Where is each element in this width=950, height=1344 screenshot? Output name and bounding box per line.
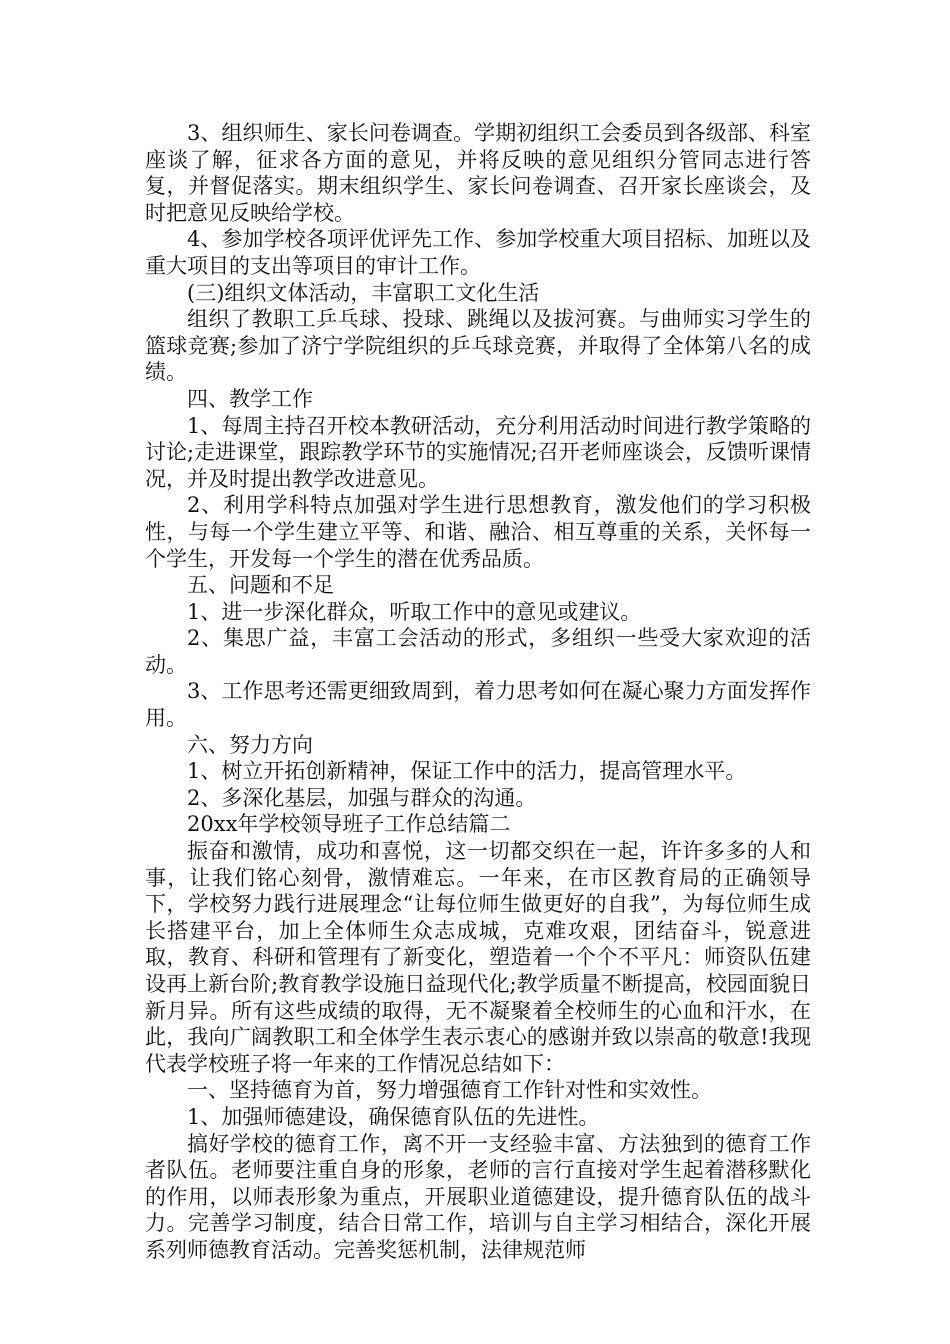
paragraph: 组织了教职工乒乓球、投球、跳绳以及拔河赛。与曲师实习学生的篮球竞赛;参加了济宁学院组织的乒乓球竞赛，并取得了全体第八名的成绩。 xyxy=(145,307,811,385)
paragraph: 1、树立开拓创新精神，保证工作中的活力，提高管理水平。 xyxy=(187,759,747,784)
paragraph: 2、集思广益，丰富工会活动的形式，多组织一些受大家欢迎的活动。 xyxy=(145,626,811,677)
document-subtitle: 20xx年学校领导班子工作总结篇二 xyxy=(187,812,511,837)
paragraph: 3、组织师生、家长问卷调查。学期初组织工会委员到各级部、科室座谈了解，征求各方面的意见，并将反映的意见组织分管同志进行答复，并督促落实。期末组织学生、家长问卷调查、召开家长座谈会，及时把意见反映给学校。 xyxy=(145,121,811,225)
section-heading: 一、坚持德育为首，努力增强德育工作针对性和实效性。 xyxy=(187,1078,712,1103)
paragraph: 2、多深化基层，加强与群众的沟通。 xyxy=(187,785,537,810)
section-heading: 五、问题和不足 xyxy=(187,573,334,598)
section-heading: (三)组织文体活动，丰富职工文化生活 xyxy=(187,280,540,305)
section-heading: 六、努力方向 xyxy=(187,732,313,757)
paragraph: 振奋和激情，成功和喜悦，这一切都交织在一起，许许多多的人和事，让我们铭心刻骨，激情难忘。一年来，在市区教育局的正确领导下，学校努力践行进展理念“让每位师生做更好的自我”，为每位师生成长搭建平台，加上全体师生众志成城，克难攻艰，团结奋斗，锐意进取，教育、科研和管理有了新变化，塑造着一个个不平凡：师资队伍建设再上新台阶;教育教学设施日益现代化;教学质量不断提高，校园面貌日新月异。所有这些成绩的取得，无不凝聚着全校师生的心血和汗水，在此，我向广阔教职工和全体学生表示衷心的感谢并致以崇高的敬意!我现代表学校班子将一年来的工作情况总结如下： xyxy=(145,839,811,1076)
paragraph: 1、加强师德建设，确保德育队伍的先进性。 xyxy=(187,1104,600,1129)
paragraph: 2、利用学科特点加强对学生进行思想教育，激发他们的学习积极性，与每一个学生建立平等、和谐、融洽、相互尊重的关系，关怀每一个学生，开发每一个学生的潜在优秀品质。 xyxy=(145,493,811,571)
paragraph: 4、参加学校各项评优评先工作、参加学校重大项目招标、加班以及重大项目的支出等项目的审计工作。 xyxy=(145,227,811,278)
section-heading: 四、教学工作 xyxy=(187,386,313,411)
document-page xyxy=(145,120,811,1264)
paragraph: 3、工作思考还需更细致周到，着力思考如何在凝心聚力方面发挥作用。 xyxy=(145,679,811,731)
paragraph: 1、进一步深化群众，听取工作中的意见或建议。 xyxy=(187,599,642,624)
paragraph: 1、每周主持召开校本教研活动，充分利用活动时间进行教学策略的讨论;走进课堂，跟踪教学环节的实施情况;召开老师座谈会，反馈听课情况，并及时提出教学改进意见。 xyxy=(145,413,811,491)
paragraph: 搞好学校的德育工作，离不开一支经验丰富、方法独到的德育工作者队伍。老师要注重自身的形象，老师的言行直接对学生起着潜移默化的作用，以师表形象为重点，开展职业道德建设，提升德育队伍的战斗力。完善学习制度，结合日常工作，培训与自主学习相结合，深化开展系列师德教育活动。完善奖惩机制，法律规范师 xyxy=(145,1131,811,1262)
